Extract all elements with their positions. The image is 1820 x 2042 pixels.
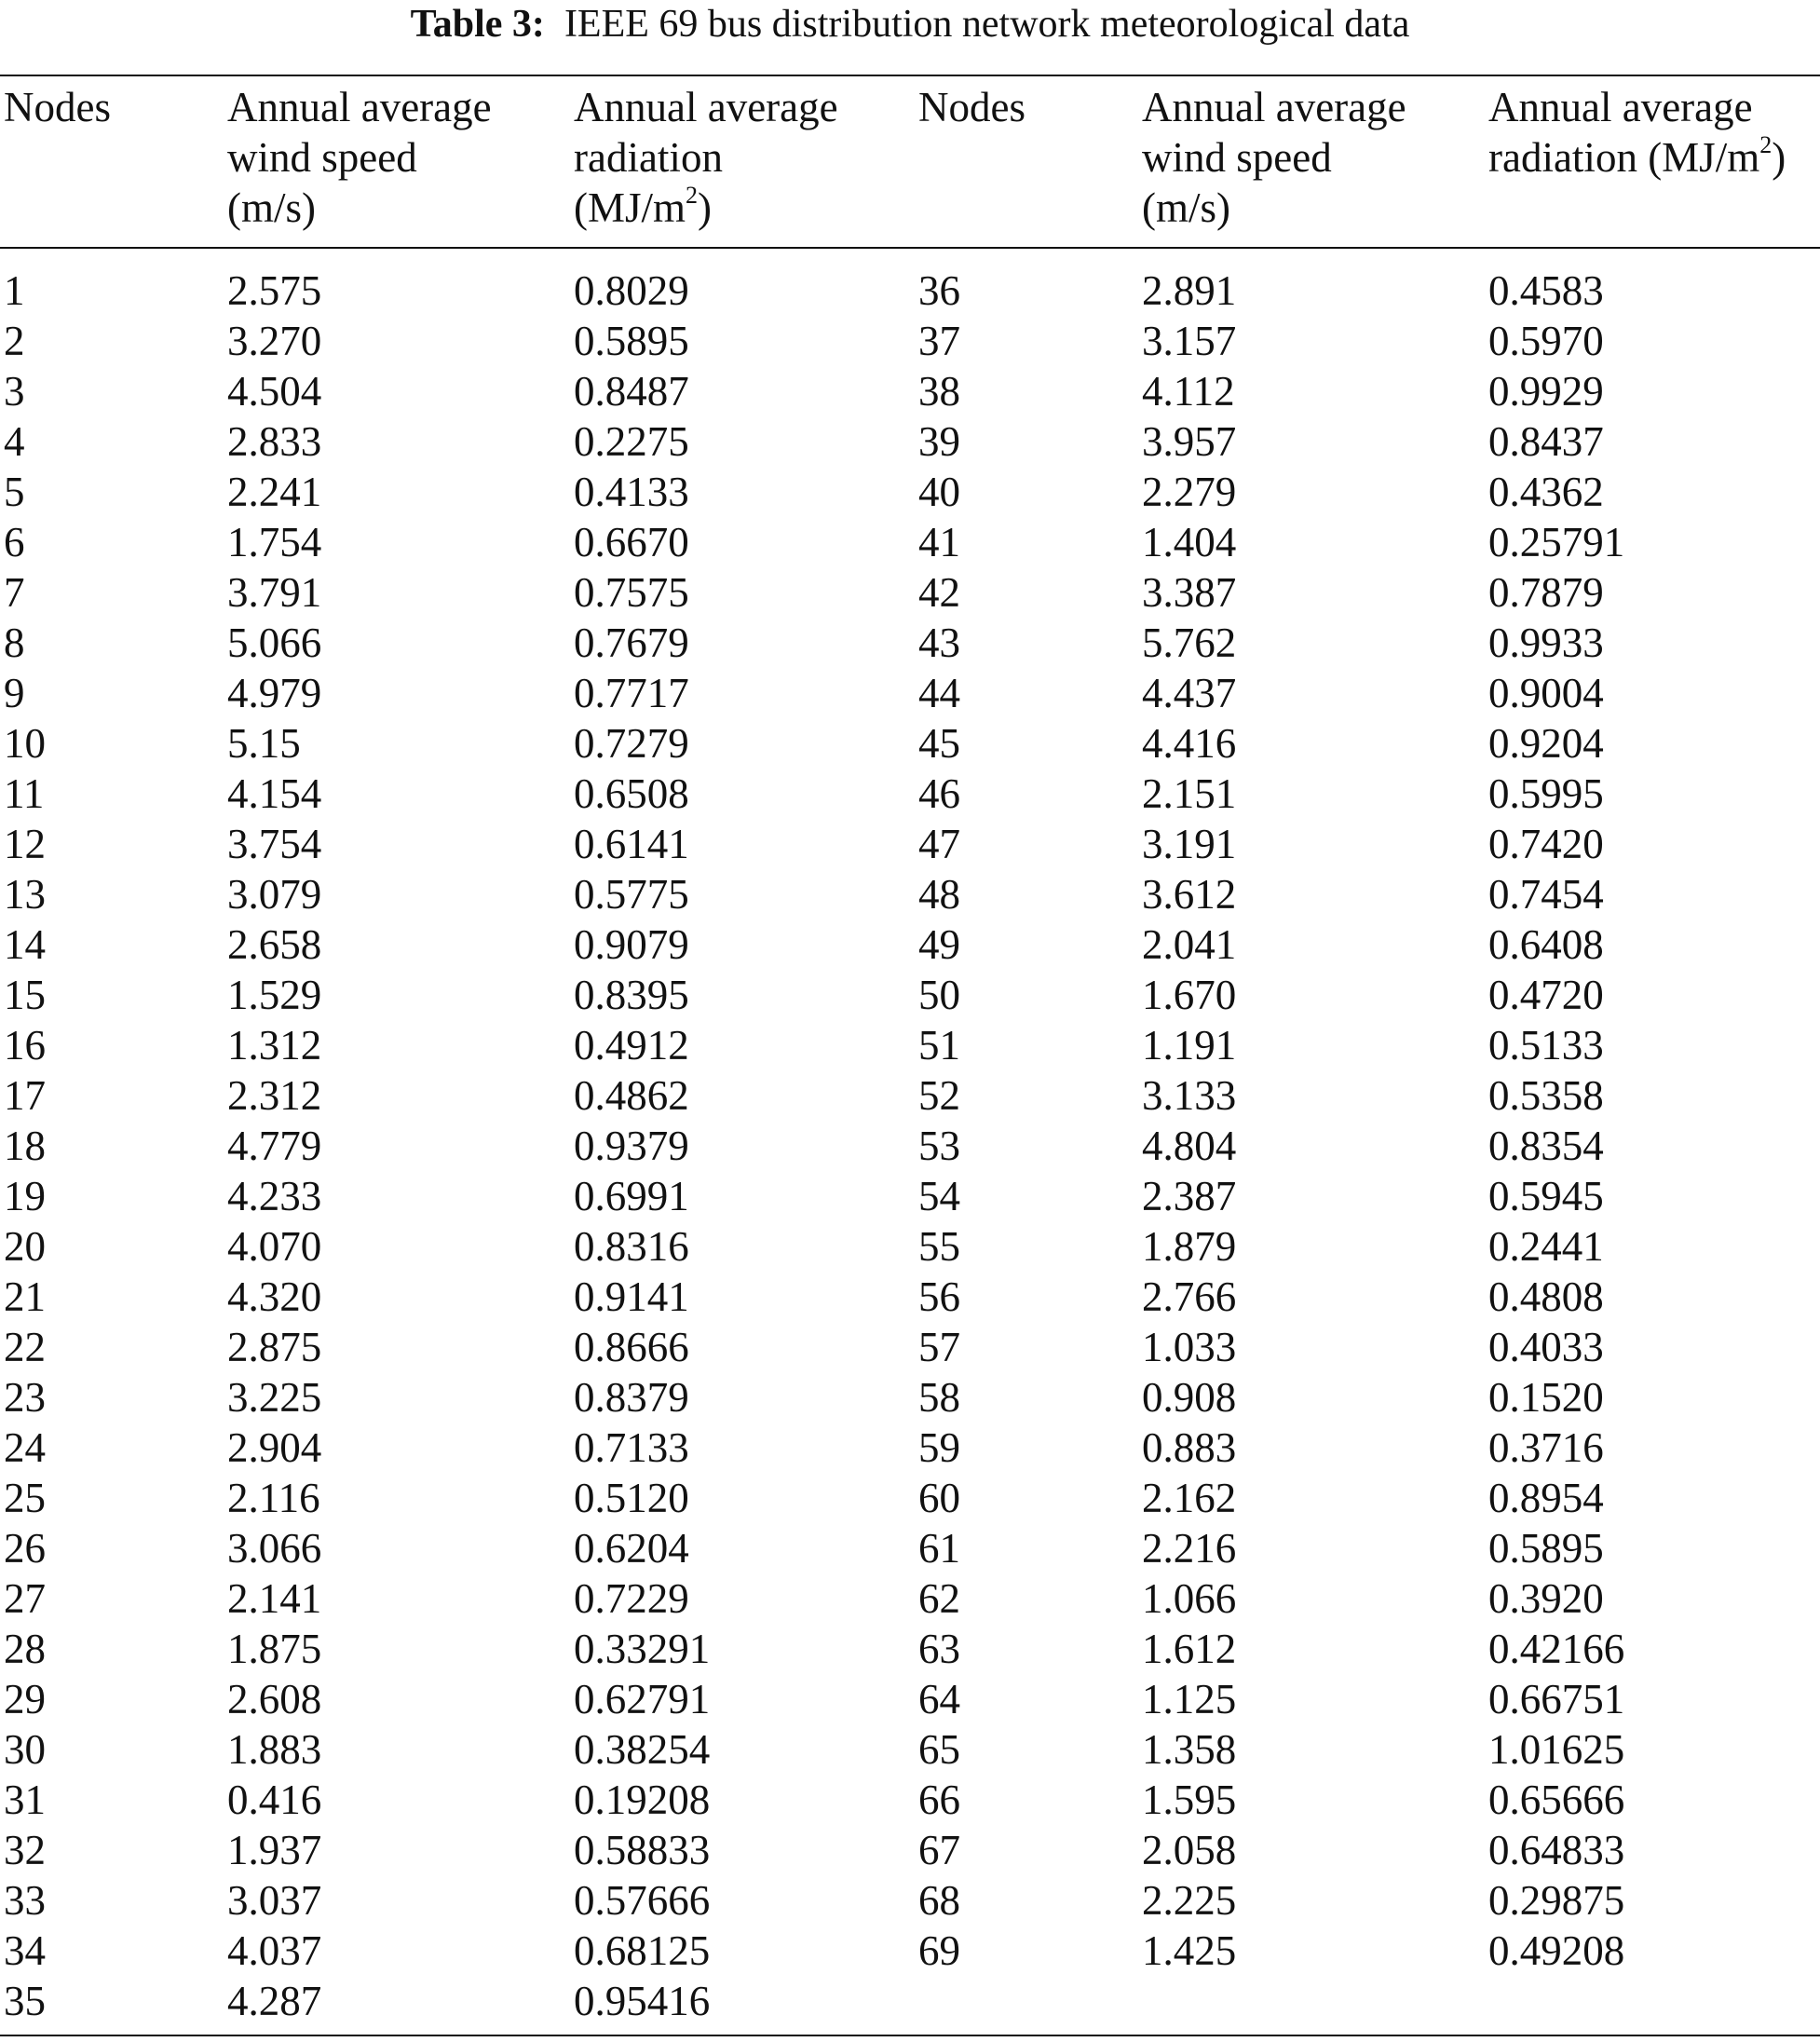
cell-radiation-right: 0.3716 [1488,1424,1604,1471]
cell-wind-speed-left: 0.416 [227,1777,322,1823]
cell-node-left: 11 [4,770,45,817]
table-row [0,1875,1820,1926]
cell-wind-speed-left: 4.320 [227,1273,322,1320]
cell-radiation-right: 0.4583 [1488,267,1604,314]
cell-radiation-left: 0.8379 [574,1374,689,1421]
cell-wind-speed-right: 3.612 [1142,871,1237,918]
cell-node-right: 62 [918,1575,960,1622]
header-rad-right-close: ) [1772,134,1786,181]
cell-node-right: 47 [918,821,960,867]
cell-node-right: 68 [918,1877,960,1924]
cell-wind-speed-right: 3.191 [1142,821,1237,867]
cell-wind-speed-left: 1.312 [227,1022,322,1069]
cell-radiation-right: 0.25791 [1488,519,1625,565]
header-rad-superscript: 2 [686,182,699,209]
header-wind-right-line-3: (m/s) [1142,184,1230,231]
table-row [0,265,1820,316]
top-rule [0,75,1820,76]
cell-wind-speed-right: 3.387 [1142,569,1237,616]
cell-node-right: 59 [918,1424,960,1471]
cell-node-right: 37 [918,318,960,364]
cell-radiation-left: 0.58833 [574,1827,711,1873]
caption-label: Table 3: [410,3,545,46]
cell-node-left: 16 [4,1022,46,1069]
cell-radiation-right: 0.66751 [1488,1676,1625,1722]
cell-node-left: 3 [4,368,25,415]
cell-node-left: 7 [4,569,25,616]
cell-node-right: 44 [918,670,960,716]
cell-node-right: 41 [918,519,960,565]
cell-radiation-left: 0.7575 [574,569,689,616]
cell-wind-speed-left: 1.883 [227,1726,322,1773]
cell-wind-speed-right: 1.404 [1142,519,1237,565]
cell-radiation-left: 0.19208 [574,1777,711,1823]
cell-wind-speed-left: 1.937 [227,1827,322,1873]
table-row [0,1825,1820,1875]
cell-node-left: 9 [4,670,25,716]
cell-radiation-left: 0.8029 [574,267,689,314]
cell-radiation-left: 0.5120 [574,1475,689,1521]
cell-radiation-right: 0.4362 [1488,469,1604,515]
cell-radiation-right: 0.5945 [1488,1173,1604,1219]
header-rad-right-line-1: Annual average [1488,84,1753,130]
cell-node-right: 63 [918,1626,960,1672]
table-row [0,1372,1820,1423]
cell-wind-speed-left: 5.15 [227,720,301,767]
cell-radiation-left: 0.4133 [574,469,689,515]
cell-node-right: 67 [918,1827,960,1873]
cell-radiation-right: 0.1520 [1488,1374,1604,1421]
cell-radiation-right: 0.3920 [1488,1575,1604,1622]
cell-radiation-right: 1.01625 [1488,1726,1625,1773]
cell-radiation-right: 0.7879 [1488,569,1604,616]
header-nodes-right [918,82,1025,132]
table-row [0,1423,1820,1473]
cell-radiation-right: 0.8954 [1488,1475,1604,1521]
cell-wind-speed-left: 4.070 [227,1223,322,1270]
cell-wind-speed-right: 1.125 [1142,1676,1237,1722]
cell-wind-speed-left: 4.154 [227,770,322,817]
cell-radiation-right: 0.5133 [1488,1022,1604,1069]
cell-radiation-left: 0.8666 [574,1324,689,1370]
header-wind-right-line-1: Annual average [1142,84,1406,130]
cell-node-right: 36 [918,267,960,314]
table-caption [0,2,1820,47]
table-row [0,1171,1820,1221]
cell-radiation-right: 0.4808 [1488,1273,1604,1320]
cell-node-left: 8 [4,619,25,666]
cell-wind-speed-left: 2.833 [227,418,322,465]
table-row [0,1020,1820,1070]
table-row [0,1976,1820,2026]
header-rad-close: ) [698,184,713,231]
cell-wind-speed-right: 1.670 [1142,972,1237,1018]
cell-node-left: 32 [4,1827,46,1873]
cell-wind-speed-right: 3.157 [1142,318,1237,364]
cell-node-right: 45 [918,720,960,767]
header-nodes-right-label: Nodes [918,84,1025,130]
cell-wind-speed-left: 3.037 [227,1877,322,1924]
cell-node-right: 61 [918,1525,960,1572]
cell-node-left: 14 [4,921,46,968]
cell-node-left: 23 [4,1374,46,1421]
cell-node-left: 27 [4,1575,46,1622]
cell-radiation-right: 0.2441 [1488,1223,1604,1270]
cell-wind-speed-left: 3.066 [227,1525,322,1572]
cell-wind-speed-right: 2.041 [1142,921,1237,968]
header-wind-right-line-2: wind speed [1142,134,1332,181]
cell-wind-speed-right: 4.112 [1142,368,1235,415]
header-nodes-label: Nodes [4,84,111,130]
cell-node-left: 30 [4,1726,46,1773]
cell-radiation-left: 0.7133 [574,1424,689,1471]
cell-radiation-left: 0.9141 [574,1273,689,1320]
header-rad-right-line-2 [1488,132,1786,183]
header-rad-line-3 [574,183,838,233]
cell-wind-speed-right: 2.216 [1142,1525,1237,1572]
cell-wind-speed-left: 2.608 [227,1676,322,1722]
cell-radiation-right: 0.9933 [1488,619,1604,666]
cell-node-left: 25 [4,1475,46,1521]
cell-radiation-left: 0.9379 [574,1123,689,1169]
cell-radiation-left: 0.4862 [574,1072,689,1119]
cell-radiation-right: 0.7454 [1488,871,1604,918]
cell-radiation-right: 0.9929 [1488,368,1604,415]
cell-radiation-left: 0.57666 [574,1877,711,1924]
cell-radiation-right: 0.9004 [1488,670,1604,716]
cell-wind-speed-right: 4.416 [1142,720,1237,767]
cell-wind-speed-right: 4.437 [1142,670,1237,716]
table-row [0,769,1820,819]
cell-wind-speed-right: 2.058 [1142,1827,1237,1873]
cell-wind-speed-left: 1.529 [227,972,322,1018]
cell-node-right: 60 [918,1475,960,1521]
header-rad-right-unit: radiation (MJ/m [1488,134,1760,181]
header-wind-line-3: (m/s) [227,184,316,231]
cell-wind-speed-left: 2.904 [227,1424,322,1471]
table-row [0,718,1820,769]
cell-wind-speed-left: 1.875 [227,1626,322,1672]
cell-node-left: 12 [4,821,46,867]
table-row [0,1070,1820,1121]
table-row [0,1523,1820,1573]
cell-radiation-right: 0.42166 [1488,1626,1625,1672]
cell-wind-speed-left: 2.658 [227,921,322,968]
cell-node-right: 52 [918,1072,960,1119]
cell-wind-speed-left: 3.270 [227,318,322,364]
cell-node-left: 1 [4,267,25,314]
cell-radiation-left: 0.7279 [574,720,689,767]
cell-node-right: 69 [918,1927,960,1974]
cell-radiation-right: 0.8437 [1488,418,1604,465]
cell-wind-speed-right: 1.425 [1142,1927,1237,1974]
table-row [0,1724,1820,1775]
cell-node-left: 34 [4,1927,46,1974]
cell-wind-speed-right: 1.358 [1142,1726,1237,1773]
table-row [0,1573,1820,1624]
table-row [0,618,1820,668]
cell-node-left: 31 [4,1777,46,1823]
cell-radiation-right: 0.6408 [1488,921,1604,968]
cell-node-right: 48 [918,871,960,918]
cell-node-right: 64 [918,1676,960,1722]
cell-radiation-left: 0.8316 [574,1223,689,1270]
table-row [0,1121,1820,1171]
cell-wind-speed-right: 1.612 [1142,1626,1237,1672]
cell-radiation-left: 0.5775 [574,871,689,918]
table-row [0,1221,1820,1272]
header-rad-right-superscript: 2 [1759,131,1772,158]
cell-radiation-right: 0.8354 [1488,1123,1604,1169]
cell-node-right: 57 [918,1324,960,1370]
cell-node-right: 49 [918,921,960,968]
cell-radiation-left: 0.2275 [574,418,689,465]
cell-radiation-right: 0.5895 [1488,1525,1604,1572]
cell-radiation-left: 0.6670 [574,519,689,565]
cell-node-right: 43 [918,619,960,666]
cell-wind-speed-right: 2.225 [1142,1877,1237,1924]
cell-wind-speed-right: 2.891 [1142,267,1237,314]
cell-wind-speed-left: 3.079 [227,871,322,918]
cell-wind-speed-right: 2.766 [1142,1273,1237,1320]
cell-wind-speed-right: 2.162 [1142,1475,1237,1521]
cell-node-right: 40 [918,469,960,515]
header-rule [0,247,1820,249]
cell-radiation-left: 0.38254 [574,1726,711,1773]
cell-radiation-left: 0.6508 [574,770,689,817]
cell-radiation-left: 0.9079 [574,921,689,968]
cell-wind-speed-right: 0.908 [1142,1374,1237,1421]
table-row [0,316,1820,366]
table-row [0,819,1820,869]
cell-wind-speed-left: 2.575 [227,267,322,314]
cell-node-left: 17 [4,1072,46,1119]
cell-wind-speed-right: 4.804 [1142,1123,1237,1169]
cell-radiation-right: 0.5358 [1488,1072,1604,1119]
cell-node-right: 38 [918,368,960,415]
cell-wind-speed-left: 2.116 [227,1475,320,1521]
cell-node-right: 42 [918,569,960,616]
cell-node-left: 5 [4,469,25,515]
table-row [0,919,1820,970]
cell-node-left: 29 [4,1676,46,1722]
cell-radiation-right: 0.49208 [1488,1927,1625,1974]
cell-wind-speed-right: 1.595 [1142,1777,1237,1823]
cell-node-right: 53 [918,1123,960,1169]
cell-wind-speed-left: 2.241 [227,469,322,515]
cell-wind-speed-right: 1.066 [1142,1575,1237,1622]
cell-wind-speed-right: 1.879 [1142,1223,1237,1270]
table-row [0,416,1820,467]
cell-wind-speed-left: 2.141 [227,1575,322,1622]
header-rad-unit: (MJ/m [574,184,686,231]
cell-node-right: 56 [918,1273,960,1320]
cell-node-left: 15 [4,972,46,1018]
cell-node-left: 35 [4,1978,46,2024]
cell-radiation-right: 0.29875 [1488,1877,1625,1924]
table-row [0,517,1820,567]
cell-wind-speed-right: 3.133 [1142,1072,1237,1119]
cell-node-left: 33 [4,1877,46,1924]
cell-wind-speed-left: 2.312 [227,1072,322,1119]
cell-wind-speed-right: 1.033 [1142,1324,1237,1370]
cell-radiation-right: 0.5970 [1488,318,1604,364]
cell-wind-speed-right: 5.762 [1142,619,1237,666]
cell-node-right: 65 [918,1726,960,1773]
table-row [0,1926,1820,1976]
cell-wind-speed-left: 4.287 [227,1978,322,2024]
table-row [0,1775,1820,1825]
cell-radiation-left: 0.8487 [574,368,689,415]
cell-radiation-left: 0.33291 [574,1626,711,1672]
cell-radiation-right: 0.9204 [1488,720,1604,767]
cell-node-right: 46 [918,770,960,817]
header-wind-line-2: wind speed [227,134,417,181]
table-row [0,869,1820,919]
cell-wind-speed-left: 4.979 [227,670,322,716]
cell-node-left: 20 [4,1223,46,1270]
cell-wind-speed-left: 1.754 [227,519,322,565]
cell-wind-speed-right: 1.191 [1142,1022,1237,1069]
table-row [0,567,1820,618]
cell-radiation-left: 0.7717 [574,670,689,716]
cell-radiation-right: 0.5995 [1488,770,1604,817]
table-row [0,1624,1820,1674]
table-row [0,467,1820,517]
cell-wind-speed-left: 4.037 [227,1927,322,1974]
table-row [0,668,1820,718]
cell-node-right: 66 [918,1777,960,1823]
cell-wind-speed-left: 3.791 [227,569,322,616]
cell-wind-speed-left: 4.233 [227,1173,322,1219]
cell-wind-speed-right: 3.957 [1142,418,1237,465]
cell-wind-speed-right: 2.387 [1142,1173,1237,1219]
cell-radiation-right: 0.4720 [1488,972,1604,1018]
header-radiation-right [1488,82,1786,183]
cell-wind-speed-right: 2.279 [1142,469,1237,515]
cell-radiation-left: 0.6991 [574,1173,689,1219]
cell-radiation-right: 0.64833 [1488,1827,1625,1873]
cell-wind-speed-left: 2.875 [227,1324,322,1370]
cell-wind-speed-right: 0.883 [1142,1424,1237,1471]
cell-node-left: 26 [4,1525,46,1572]
header-rad-line-1: Annual average [574,84,838,130]
table-body [0,265,1820,2026]
cell-radiation-left: 0.7679 [574,619,689,666]
cell-node-left: 21 [4,1273,46,1320]
table-row [0,366,1820,416]
cell-node-left: 13 [4,871,46,918]
header-rad-line-2: radiation [574,134,723,181]
cell-radiation-left: 0.6141 [574,821,689,867]
cell-node-right: 55 [918,1223,960,1270]
cell-node-right: 51 [918,1022,960,1069]
table-row [0,1473,1820,1523]
cell-wind-speed-left: 4.504 [227,368,322,415]
cell-wind-speed-left: 3.754 [227,821,322,867]
header-nodes [4,82,111,132]
header-wind-speed-right [1142,82,1406,233]
cell-node-left: 6 [4,519,25,565]
cell-node-left: 18 [4,1123,46,1169]
cell-radiation-left: 0.6204 [574,1525,689,1572]
cell-wind-speed-left: 4.779 [227,1123,322,1169]
cell-wind-speed-left: 3.225 [227,1374,322,1421]
table-row [0,1272,1820,1322]
cell-node-left: 22 [4,1324,46,1370]
cell-radiation-left: 0.8395 [574,972,689,1018]
cell-wind-speed-right: 2.151 [1142,770,1237,817]
table-row [0,1322,1820,1372]
cell-radiation-left: 0.62791 [574,1676,711,1722]
cell-node-right: 39 [918,418,960,465]
cell-wind-speed-left: 5.066 [227,619,322,666]
cell-node-left: 10 [4,720,46,767]
table-row [0,970,1820,1020]
caption-text: IEEE 69 bus distribution network meteorological data [564,3,1410,46]
header-wind-line-1: Annual average [227,84,492,130]
cell-node-left: 19 [4,1173,46,1219]
cell-radiation-left: 0.68125 [574,1927,711,1974]
cell-radiation-left: 0.4912 [574,1022,689,1069]
cell-radiation-right: 0.65666 [1488,1777,1625,1823]
cell-node-left: 28 [4,1626,46,1672]
cell-radiation-left: 0.7229 [574,1575,689,1622]
cell-node-right: 58 [918,1374,960,1421]
bottom-rule [0,2035,1820,2036]
cell-node-left: 2 [4,318,25,364]
cell-node-left: 24 [4,1424,46,1471]
cell-node-right: 54 [918,1173,960,1219]
cell-node-left: 4 [4,418,25,465]
cell-radiation-right: 0.4033 [1488,1324,1604,1370]
cell-node-right: 50 [918,972,960,1018]
cell-radiation-left: 0.5895 [574,318,689,364]
table-row [0,1674,1820,1724]
cell-radiation-right: 0.7420 [1488,821,1604,867]
header-wind-speed [227,82,492,233]
header-radiation [574,82,838,233]
cell-radiation-left: 0.95416 [574,1978,711,2024]
